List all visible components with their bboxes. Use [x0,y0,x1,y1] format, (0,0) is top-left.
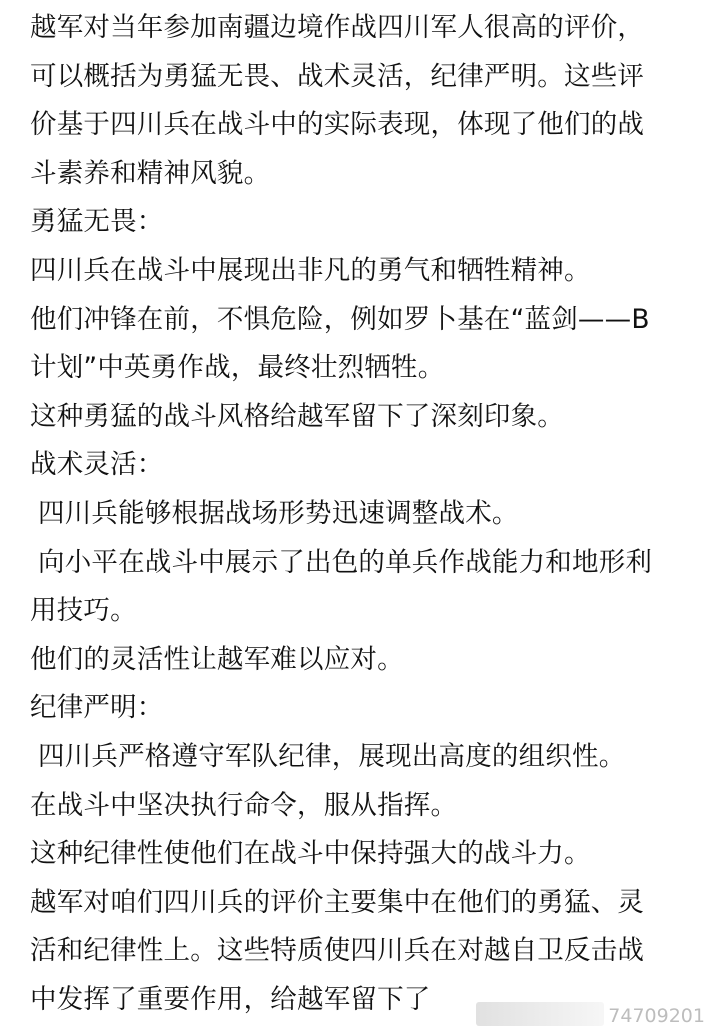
text-line: 越军对咱们四川兵的评价主要集中在他们的勇猛、灵 [30,886,645,918]
text-line: 他们冲锋在前，不惧危险，例如罗卜基在“蓝剑——B [30,303,650,335]
text-line: 中发挥了重要作用，给越军留下了 [30,983,431,1015]
text-line: 斗素养和精神风貌。 [30,157,271,189]
watermark [476,1002,705,1026]
text-line: 他们的灵活性让越军难以应对。 [30,643,404,675]
text-line: 可以概括为勇猛无畏、战术灵活，纪律严明。这些评 [30,60,645,92]
text-line: 四川兵在战斗中展现出非凡的勇气和牺牲精神。 [30,254,591,286]
section-heading: 战术灵活： [30,449,164,481]
text-line: 越军对当年参加南疆边境作战四川军人很高的评价， [30,12,645,43]
text-line: 用技巧。 [30,595,137,627]
text-line: 价基于四川兵在战斗中的实际表现，体现了他们的战 [30,109,645,141]
text-line: 四川兵严格遵守军队纪律，展现出高度的组织性。 [38,740,626,772]
text-line: 四川兵能够根据战场形势迅速调整战术。 [38,497,519,529]
watermark-logo-icon [476,1002,604,1026]
text-line: 在战斗中坚决执行命令，服从指挥。 [30,789,458,821]
watermark-id: 74709201 [608,1005,705,1027]
section-heading: 纪律严明： [30,692,164,724]
text-line: 这种纪律性使他们在战斗中保持强大的战斗力。 [30,838,591,870]
text-line: 这种勇猛的战斗风格给越军留下了深刻印象。 [30,400,564,432]
text-line: 计划”中英勇作战，最终壮烈牺牲。 [30,352,445,384]
text-line: 向小平在战斗中展示了出色的单兵作战能力和地形利 [38,546,653,578]
section-heading: 勇猛无畏： [30,206,164,238]
text-line: 活和纪律性上。这些特质使四川兵在对越自卫反击战 [30,935,645,967]
